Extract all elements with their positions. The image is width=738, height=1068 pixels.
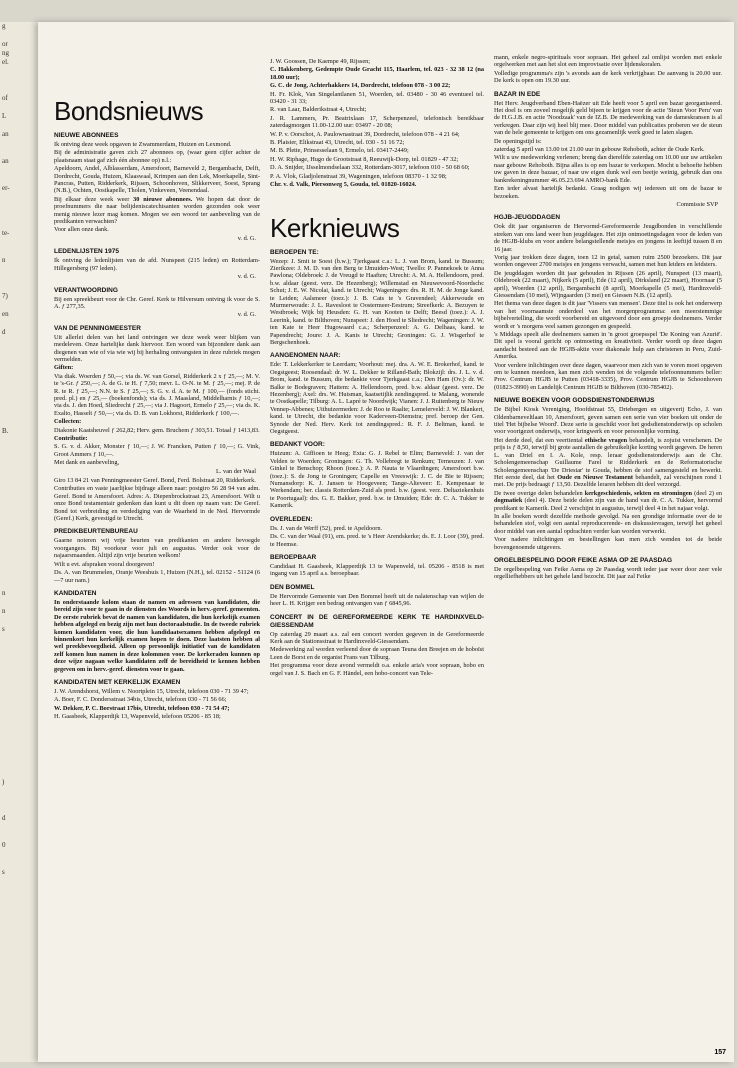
previous-page-edge [0, 22, 38, 1062]
edge-fragment: s [2, 625, 5, 633]
edge-fragment [2, 391, 38, 400]
edge-fragment [2, 598, 38, 607]
paragraph: Giro 13 84 21 van Penningmeester Geref. Bond, Ferd. Bolstraat 20, Ridderkerk. [54, 477, 256, 485]
list-item: A. Boer, F. C. Dondersstraat 34bis, Utrecht, telefoon 030 - 71 56 66; [54, 696, 227, 704]
paragraph: Gaarne noteren wij vrije beurten van predikanten en andere bevoegde voorgangers. Bij voorkeur voor juli en augustus. Verder ook voor de najaarsmaanden. Altijd zijn vrije beurten welkom! [54, 537, 260, 560]
paragraph: Voor verdere inlichtingen over deze dagen, waarvoor men zich van te voren moet opgeven om te kunnen meedoen, kan men zich wenden tot de volgende telefoonnummers beller: Prov. Centrum HGJB te Putten (03418-3335), Prov. Centrum HGJB te Schoonhoven (01823-3990) en Landelijk Centrum HGJB te Bilthoven (030-785402). [494, 361, 722, 391]
edge-fragment [2, 103, 38, 112]
paragraph: Voor allen onze dank. [54, 226, 109, 234]
list-item: P. A. Vlok, Gladjolenstraat 39, Wageningen, telefoon 08370 - 1 32 98; [270, 172, 447, 180]
list-item: H. Gaasbeek, Klapperdijk 13, Wapenveld, telefoon 05206 - 85 18; [54, 713, 221, 721]
heading-ledenlijsten: LEDENLIJSTEN 1975 [54, 248, 120, 256]
paragraph: De openingstijd is: [494, 137, 542, 145]
text-run: We hopen dat door de proefnummers die naar belijdeniscatechisanten worden gezonden ook weer menig nieuwe lezer mag komen. Mogen we een woord ter aanbeveling van de predikanten verwachten? [54, 195, 260, 226]
heading-nieuwe-boeken: NIEUWE BOEKEN VOOR GODSDIENSTONDERWIJS [494, 397, 655, 405]
paragraph [54, 196, 260, 226]
heading-aangenomen: AANGENOMEN NAAR: [270, 352, 341, 360]
text-run-bold: dogmatiek [494, 497, 523, 505]
edge-fragment [2, 202, 38, 211]
text-run-bold: Oude en Nieuwe Testament [557, 473, 633, 481]
paragraph [494, 437, 722, 489]
paragraph: Wilt u evt. afspraken vooral doorgeven! [54, 560, 155, 568]
paragraph: Via diak. Woerden ƒ 50,—; via ds. W. van Gorsel, Ridderkerk 2 x ƒ 25,—; M. V. te 's-Gr. ƒ 250,—; A. de G. te H. ƒ 7,50; mevr. L. O-N. te M. ƒ 25,—; mej. P. de R. te R. ƒ 25,—; N.N. te S. ƒ 25,—; S. G. v. d. A. te M. ƒ 100,— (fonds sticht. pred. pl.) en ƒ 25,— (boekenfonds); via ds. J. Maasland, Middelharnis ƒ 10,—; via ds. J. den Hoed, Sliedrecht ƒ 25,—; via J. Hagoort, Ermelo ƒ 25,—; via ds. K. Exalto, Hasselt ƒ 50,—; via ds. D. B. van Lokhorst, Ridderkerk ƒ 100,—. [54, 372, 260, 417]
edge-fragment: s [2, 868, 5, 876]
text-run: Bij elkaar deze week weer [54, 195, 134, 203]
heading-predikbeurtenbureau: PREDIKBEURTENBUREAU [54, 528, 138, 536]
heading-bedankt: BEDANKT VOOR: [270, 441, 325, 449]
edge-fragment [2, 796, 38, 805]
paragraph: Ds. C. van der Waal (91), em. pred. te 's Heer Arendskerke; ds. E. J. Loor (39), pred. te Heemse. [270, 533, 484, 548]
edge-fragment [2, 265, 38, 274]
paragraph: De Hervormde Gemeente van Den Bommel heeft uit de nalatenschap van wijlen de heer L. H. Krijger een bedrag ontvangen van ƒ 6845,96. [270, 592, 484, 608]
paragraph: In alle boeken wordt dezelfde methode gevolgd. Na een grondige informatie over de te behandelen stof, volgt een aantal reproducerende- en diskussievragen, terwijl het geheel door middel van een aantal opdrachten verder kan worden verwerkt. [494, 512, 722, 535]
edge-fragment: el. [2, 58, 9, 66]
list-item: R. van Laar, Balderikstraat 4, Utrecht; [270, 106, 367, 114]
page-number: 157 [714, 1049, 726, 1056]
edge-fragment [2, 571, 38, 580]
paragraph: In onderstaande kolom staan de namen en adressen van kandidaten, die bereid zijn voor te gaan in de diensten des Woords in herv.-geref. gemeenten. De eerste rubriek bevat de namen van kandidaten, die hun kerkelijk examen hebben afgelegd en bezig zijn met hun doctoraalstudie. In de tweede rubriek komen kandidaten voor, die hun kandidaatsexamen hebben afgelegd en binnenkort hun kerkelijk examen hopen te doen. Deze laatsten hebben al wel preekbevoegdheid. Alleen op persoonlijk initiatief van de kandidaten zelf komen hun namen in deze kolommen voor. De kerkeraden kunnen op deze wijze nagaan welke kandidaten zelf de bereidheid te kennen hebben gegeven om in herv.-geref. diensten voor te gaan. [54, 598, 260, 673]
paragraph: Ds. A. van Brummelen, Oranje Weeshuis 1, Huizen (N.H.), tel. 02152 - 51124 (6—7 uur nam.) [54, 569, 260, 584]
paragraph: Bij een spreekbeurt voor de Chr. Geref. Kerk te Hilversum ontving ik voor de S. A. ƒ 277,35. [54, 295, 260, 310]
edge-fragment [2, 139, 38, 148]
edge-fragment [2, 535, 38, 544]
edge-fragment [2, 715, 38, 724]
edge-fragment [2, 463, 38, 472]
heading-nieuwe-abonnees: NIEUWE ABONNEES [54, 132, 119, 139]
paragraph: De Bijbel Kiosk Vereniging, Hoofdstraat 55, Driebergen en uitgeverij Echo, J. van Oldenbarneveltlaan 10, Amersfoort, geven samen een serie van vier boeken uit onder de titel 'Het bijbelse Woord'. Deze serie is geschikt voor het godsdienstonderwijs op scholen voor voortgezet onderwijs, voor kringwerk en voor persoonlijke vorming. [494, 406, 722, 436]
paragraph: Het Herv. Jeugdverband Eben-Haëzer uit Ede heeft voor 5 april een bazar georganiseerd. Het doel is om zoveel mogelijk geld bijeen te krijgen voor de actie 'Steun Voor Peru' van de H.G.J.B. en actie 'Noodzaak' van de IZ.B. De medewerking van de dameskransen is al verkregen. Daar zijn wij heel blij mee. Door middel van publicaties proberen we de steun van de hele gemeente te krijgen om ons gezamenlijk werk goed te laten slagen. [494, 99, 722, 137]
edge-fragment [2, 319, 38, 328]
section-title-kerknieuws: Kerknieuws [270, 212, 400, 243]
signature: L. van der Waal [216, 467, 256, 475]
edge-fragment [2, 859, 38, 868]
heading-bazar: BAZAR IN EDE [494, 90, 541, 98]
edge-fragment: en [2, 310, 9, 318]
paragraph: Ik ontving deze week opgaven te Zwammerdam, Huizen en Lexmond. [54, 141, 232, 148]
edge-fragment: B. [2, 427, 9, 435]
text-run-bold: ethische vragen [584, 436, 628, 444]
edge-fragment [2, 724, 38, 733]
list-item: G. C. de Jong, Achterhakkers 14, Dordrecht, telefoon 078 - 3 00 22; [270, 82, 451, 90]
edge-fragment [2, 274, 38, 283]
edge-fragment: L [2, 112, 7, 120]
paragraph: Huizum: A. Giffioen te Heeg; Exta: G. J. Rebel te Elim; Barneveld: J. van der Velden te Woerden; Groningen: G. Th. Vollebregt te Renkum; Terneuzen: J. van Ginkel te Benschop; Rhoon (toez.): A. P. Nauta te Vlaardingen; Amersfoort b.w. (toez.): S. de Jong te Groningen; Capelle en Vreeswijk: J. C. de Bie te Rijssen; Numansdorp: K. J. Jansen te Hoogeveen; Tange-Alteveer: E. Kempenaar te Werkendam; ber. classis Rotterdam-Zuid als pred. b.w. (geest. verz. Deltaziekenhuis te Poortugaal): drs. G. E. Bakker, pred. b.w. te IJmuiden; Ede: dr. C. A. Tukker te Kamerik. [270, 450, 484, 510]
paragraph: zaterdag 5 april van 13.00 tot 21.00 uur in gebouw Rehoboth, achter de Oude Kerk. [494, 146, 705, 154]
edge-fragment [2, 751, 38, 760]
edge-fragment: 0 [2, 841, 6, 849]
edge-fragment [2, 283, 38, 292]
column-left [54, 66, 260, 722]
list-item: W. P. v. Oorschot, A. Paulownastraat 39, Dordrecht, telefoon 078 - 4 21 64; [270, 130, 460, 138]
edge-fragment: an [2, 157, 9, 165]
paragraph: Medewerking zal worden verleend door de sopraan Teuna den Breejen en de hoboïst Leen de Borst en de organist Frans van Tilburg. [270, 646, 484, 661]
section-title-bondsnieuws: Bondsnieuws [54, 96, 204, 126]
heading-den-bommel: DEN BOMMEL [270, 583, 315, 591]
edge-fragment: ) [2, 778, 5, 786]
edge-fragment [2, 373, 38, 382]
subheading: Collecten: [54, 418, 82, 426]
edge-fragment [2, 769, 38, 778]
list-item: H. W. Riphage, Hugo de Grootstraat 8, Reeuwijk-Dorp, tel. 01829 - 47 32; [270, 155, 459, 163]
list-item: D. A. Snijder, IJsselmondselaan 332, Rotterdam-3017, telefoon 010 - 50 68 60; [270, 164, 470, 172]
edge-fragment [2, 544, 38, 553]
signature: v. d. G. [237, 234, 256, 242]
text-run-bold: 30 nieuwe abonnees. [133, 195, 193, 203]
magazine-page [38, 22, 734, 1062]
edge-fragment [2, 832, 38, 841]
edge-fragment: d [2, 328, 6, 336]
edge-fragment [2, 409, 38, 418]
paragraph: Apeldoorn, Andel, Alblasserdam, Amersfoort, Barneveld 2, Bergambacht, Delft, Dordrecht, Gouda, Huizen, Klaaswaal, Krimpen aan den Lek, Moerkapelle, Sint-Pancras, Putten, Ridderkerk, Rijssen, Schoonhoven, Slikkerveer, Soest, Sprang (N.B.), Ochten, Oostkapelle, Tholen, Vinkeveen, Veenendaal. [54, 165, 260, 195]
paragraph: Ook dit jaar organiseren de Hervormd-Gereformeerde Jeugdbonden in verschillende streken van ons land weer hun jeugddagen. Het zijn ontmoetingsdagen voor de leden van de HGJB-klubs en voor andere belangstellende meisjes en jongens in leeftijd tussen 8 en 16 jaar. [494, 223, 722, 253]
subheading: Contributie: [54, 435, 88, 442]
paragraph: 's Middags speelt alle deelnemers samen in 'n groot groepsspel 'De Koning van Azurië'. Dit spel is vooral gericht op ontmoeting en kreativiteit. Verder wordt op deze dagen aandacht besteed aan de HGJB-aktie voor diakonale hulp aan christenen in Peru, Zuid-Amerika. [494, 331, 722, 361]
list-item: W. Dekker, P. C. Borstraat 17bis, Utrecht, telefoon 030 - 71 54 47; [54, 704, 230, 712]
edge-fragment: n [2, 607, 6, 615]
edge-fragment [2, 247, 38, 256]
edge-fragment [2, 148, 38, 157]
heading-verantwoording: VERANTWOORDING [54, 286, 118, 294]
paragraph: Ede: T. Lekkerkerker te Leerdam; Voorhout: mej. dra. A. W. E. Brokerhof, kand. te Oegstgeest; Roosendaal: dr. W. L. Dekker te Rilland-Bath; Blokzijl: drs. J. L. v. d. Brom, kand. te Bussum, die bedankte voor Tjerkgaast c.a.; Den Ham (Ov.): dr. W. Balke te Bodegraven; Hattem: A. Hellendoorn, pred. b.w. aldaar (geest. verz. De Hezenberg); Axel: drs. W. Huisman, kaatsetijlik zendingspred. te Malang, wonende te Oostkapelle; Tilburg: A. L. Lapré te Noordwijk; Vianen: J. J. Ruitenberg te Nieuw Vennep-Abbenes; Uithuizermeden: J. de Roo te Raalte; Lemelerveld: J. W. Blankert, kand. te Utrecht, die bedankte voor Kaderveen-Diemstra; pref. beroep der Gen. Synode der Ned. Herv. Kerk tot zendingspred.: R. F. J. Beltman, kand. te Oegstgeest. [270, 361, 484, 436]
heading-concert: CONCERT IN DE GEREFORMEERDE KERK TE HARDINXVELD-GIESSENDAM [270, 613, 484, 629]
edge-fragment [2, 499, 38, 508]
edge-fragment [2, 382, 38, 391]
paragraph: De orgelbespeling van Feike Asma op 2e Paasdag wordt ieder jaar weer door zeer vele orgelliefhebbers uit het gehele land bezocht. Dit jaar zal Feike [494, 565, 722, 581]
signature: v. d. G. [237, 273, 256, 281]
paragraph: Volledige programma's zijn 's avonds aan de kerk verkrijgbaar. De aanvang is 20.00 uur. De kerk is open om 19.30 uur. [494, 69, 722, 85]
heading-beroepen: BEROEPEN TE: [270, 248, 319, 256]
edge-fragment [2, 418, 38, 427]
edge-fragment: ng [2, 49, 9, 57]
column-right [494, 54, 722, 582]
edge-fragment [2, 220, 38, 229]
heading-hgjb: HGJB-JEUGDDAGEN [494, 214, 561, 222]
edge-fragment: 7) [2, 292, 8, 300]
edge-fragment [2, 175, 38, 184]
edge-fragment [2, 850, 38, 859]
edge-fragment [2, 364, 38, 373]
edge-fragment [2, 76, 38, 85]
text-run: behandelt, is zojuist verschenen. De prijs is ƒ 8,50, terwijl bij grote aantallen de gebruikelijke korting wordt gegeven. De heren L. van Driel en I. A. Kole, resp. leraar godsdienstonderwijs aan de Chr. Scholengemeenschap Guillaume Farel te Ridderkerk en de Reformatorische Scholengemeenschap 'De Driestar' te Gouda, hebben de stof samengesteld en bewerkt. Het eerste deel, dat het [494, 436, 722, 481]
edge-fragment: n [2, 256, 6, 264]
paragraph: Contributies en vaste jaarlijkse bijdrage alleen naar: postgiro 56 28 94 van adm. Geref. Bond te Amersfoort. Adres: A. Diepenbrockstraat 23, Amersfoort. Wilt u onze Bond testamentair gedenken dan kunt u dit doen op naam van: De Geref. Bond tot verbreiding en verdediging van de Waarheid in de Ned. Hervormde (Geref.) Kerk, gevestigd te Utrecht. [54, 485, 260, 523]
edge-fragment [2, 742, 38, 751]
paragraph: Wezep: J. Smit te Soest (b.w.); Tjerkgaast c.a.: L. J. van Brom, kand. te Bussum; Zierikzee: J. M. D. van den Berg te IJmuiden-West; Twello: P. Pannekoek te Anna Pawlona; Oldebroek: J. de Vreugd te Haaften; Utrecht: A. M. A. Hellendoorn, pred. b.w. aldaar (geest. verz. De Hezenberg); Willemstad en Nieuwevoord-Noordschc Schut; J. E. W. Nicolai, kand. te Utrecht; Wageningen: drs. R. H. M. de Jonge kand. te Leiden; Aalsmeer (toez.): J. B. Cats te 's Gravendeel; Akkerwoude en Murmerwoude: J. L. Ravesloot te Oostermeer-Eestrum; Streefkerk: A. Bezuyen te Westbroek; Wijk bij Heusden: G. H. van Kooten te Delft; Beesd (toez.): A. J. Leerink, kand. te Bilthoven; Nunspeet: J. den Hoed te Sliedrecht; Wageningen: J. W. ten Kate te Heer Hugowaard c.a.; Scherpenzeel: A. G. Delhaas, kand. te Papendrecht; Joure: J. A. Kanis te Utrecht; Groningen: G. J. Wisgerhof te Bergschenhoek. [270, 257, 484, 346]
paragraph: Wilt u uw medewerking verlenen; breng dan dierelfde zaterdag om 10.00 uur uw artikelen naar gebouw Rehoboth. Bijna alles is op een bazar te verkopen. Mocht u behoefte hebben uw gaven in deze bazaar, of naar uw eigen dunk wel een beetje weinig, gebruik dan ons bankrekeningnummer 46.05.23.694 AMRO-bank Ede. [494, 154, 722, 184]
edge-fragment [2, 787, 38, 796]
text-run: (deel 4). Deze beide delen zijn van de hand van dr. C. A. Tukker, hervormd predikant te Kamerik. Deel 2 verschijnt in augustus, terwijl deel 4 in het najaar volgt. [494, 497, 722, 512]
edge-fragment [2, 616, 38, 625]
edge-fragment [2, 337, 38, 346]
edge-fragment [2, 67, 38, 76]
signature: Commissie SVP [676, 200, 718, 208]
edge-fragment: g [2, 22, 6, 30]
edge-fragment [2, 562, 38, 571]
edge-fragment [2, 733, 38, 742]
paragraph: Voor nadere inlichtingen en bestellingen kan men zich wenden tot de beide bovengenoemde uitgevers. [494, 536, 722, 551]
paragraph: mann, enkele negro-spirituals voor sopraan. Het geheel zal omlijst worden met enkele orgelwerken met aan het slot een improvisatie over lijdenskoralen. [494, 54, 722, 69]
paragraph: Op zaterdag 29 maart a.s. zal een concert worden gegeven in de Gereformeerde Kerk aan de Stationsstraat te Hardinxveld-Giessendam. [270, 630, 484, 645]
subheading: Giften: [54, 364, 74, 372]
heading-beroepbaar: BEROEPBAAR [270, 553, 317, 561]
edge-fragment [2, 652, 38, 661]
edge-fragment [2, 670, 38, 679]
paragraph: Bij de administratie gaven zich 27 abonnees op, (waar geen cijfer achter de plaatsnaam staat gaf zich één abonnee op) n.l.: [54, 149, 260, 164]
edge-fragment [2, 508, 38, 517]
edge-fragment [2, 166, 38, 175]
edge-fragment [2, 211, 38, 220]
edge-fragment [2, 877, 38, 886]
paragraph: Een ieder alvast hartelijk bedankt. Graag nodigen wij iedereen uit om de bazar te bezoeken. [494, 185, 722, 200]
list-item: B. Plaisier, Elikstraat 43, Utrecht, tel. 030 - 51 16 72; [270, 139, 405, 147]
paragraph: Ik ontving de ledenlijsten van de afd. Nunspeet (215 leden) en Rotterdam-Hillegersberg (97 leden). [54, 257, 260, 272]
edge-fragment [2, 490, 38, 499]
paragraph: Ds. J. van de Werff (52), pred. te Apeldoorn. [270, 524, 383, 532]
edge-fragment [2, 436, 38, 445]
edge-fragment [2, 895, 38, 904]
edge-fragment [2, 400, 38, 409]
edge-fragment: of [2, 94, 8, 102]
heading-orgelbespeling: ORGELBESPELING DOOR FEIKE ASMA OP 2E PAASDAG [494, 556, 673, 564]
text-run: (deel 2) en [692, 489, 723, 497]
text-run: behandelt, zal verschijnen rond 1 mei. De prijs bedraagt ƒ 13,50. Dezelfde leraren hebben dit deel verzorgd. [494, 473, 723, 489]
edge-fragment [2, 886, 38, 895]
paragraph: Candidaat H. Gaasbeek, Klapperdijk 13 te Wapenveld, tel. 05206 - 8518 is met ingang van 15 april a.s. beroepbaar. [270, 562, 484, 578]
edge-fragment: te- [2, 229, 10, 237]
paragraph: Het programma voor deze avond vermeldt o.a. enkele aria's voor sopraan, hobo en orgel van J. S. Bach en G. F. Händel, een hobo-concert van Tele- [270, 662, 484, 677]
heading-penningmeester: VAN DE PENNINGMEESTER [54, 324, 141, 332]
edge-fragment [2, 346, 38, 355]
edge-fragment [2, 31, 38, 40]
heading-kandidaten-examen: KANDIDATEN MET KERKELIJK EXAMEN [54, 678, 181, 686]
edge-fragment: an [2, 130, 9, 138]
paragraph: Het thema van deze dagen is dit jaar 'Vissers van mensen'. Deze titel is ook het onderwerp van het voornaamste onderdeel van het morgenprogramma: een meerstemmige bijbelvertelling, die wordt voorbereid en uitgevoerd door een groepje deelnemers. Verder wordt er 's morgens veel samen gezongen en gespeeld. [494, 300, 722, 330]
paragraph: S. G. v. d. Akker, Monster ƒ 10,—; J. W. Francken, Putten ƒ 10,—; G. Vink, Groot Ammers ƒ 10,—. [54, 443, 260, 458]
edge-fragment [2, 706, 38, 715]
edge-fragment [2, 445, 38, 454]
edge-fragment [2, 85, 38, 94]
list-item: J. W. Arendshorst, Willem v. Noortplein 15, Utrecht, telefoon 030 - 71 39 47; [54, 687, 249, 695]
list-item: C. Hakkenberg, Gedempte Oude Gracht 115, Haarlem, tel. 023 - 32 38 12 (na 18.00 uur); [270, 66, 484, 81]
edge-fragment [2, 823, 38, 832]
paragraph: De jeugddagen worden dit jaar gehouden in Rijssen (26 april), Nunspeet (13 maart), Oldebroek (22 maart), Nijkerk (5 april), Ede (12 april), Dirksland (22 maart), Hoornaar (5 april), Woerden (12 april), Bergambacht (8 april), Moerkapelle (5 mei), Hardinxveld-Giessendam (10 mei), Wijngaarden (3 mei) en Giessen N.B. (12 april). [494, 269, 722, 299]
edge-fragment [2, 472, 38, 481]
edge-fragment: or [2, 40, 8, 48]
paragraph [494, 490, 722, 512]
heading-overleden: OVERLEDEN: [270, 515, 313, 523]
edge-fragment [2, 679, 38, 688]
edge-fragment [2, 643, 38, 652]
edge-fragment [2, 688, 38, 697]
edge-fragment [2, 454, 38, 463]
text-run-bold: kerkgeschiedenis, sekten en stromingen [584, 489, 693, 497]
edge-fragment [2, 580, 38, 589]
list-item: J. W. Goossen, De Kaempe 49, Rijssen; [270, 58, 371, 65]
edge-fragment [2, 760, 38, 769]
text-run: De twee overige delen behandelen [494, 489, 585, 497]
edge-fragment: n [2, 589, 6, 597]
paragraph: Vorig jaar trokken deze dagen, toen 12 in getal, samen ruim 2500 bezoekers. Dit jaar worden ongeveer 2700 meisjes en jongens verwacht, samen met hun leiders en leidsters. [494, 253, 722, 269]
edge-fragment [2, 121, 38, 130]
edge-fragment [2, 526, 38, 535]
edge-fragment [2, 553, 38, 562]
list-item: H. Fr. Klok, Van Singelantlanen 51, Woerden, tel. 03480 - 30 46 eventueel tel. 03420 - 31 33; [270, 90, 484, 106]
paragraph: Diakonie Kaatsheuvel ƒ 262,82; Herv. gem. Bruchem ƒ 303,51. Totaal ƒ 1413,83. [54, 426, 260, 434]
paragraph: Met dank en aanbeveling, [54, 459, 120, 467]
edge-fragment [2, 805, 38, 814]
signature: v. d. G. [237, 311, 256, 319]
heading-kandidaten: KANDIDATEN [54, 589, 97, 597]
list-item: J. R. Lammers, Pr. Beatrixlaan 17, Scherpenzeel, telefonisch bereikbaar zaterdagmorgen 11.00-12.00 uur: 03497 - 20 08; [270, 114, 484, 130]
list-item: M. B. Plette, Prinsesselaan 9, Ermelo, tel. 03417-2449; [270, 147, 409, 155]
edge-fragment [2, 193, 38, 202]
list-item: Chr. v. d. Valk, Piersonweg 5, Gouda, tel. 01820-16024. [270, 181, 417, 189]
paragraph: Uit allerlei delen van het land ontvingen we deze week weer blijken van medeleven. Onze hartelijke dank hiervoor. Een woord van bijzondere dank aan diegenen van wie of via wie wij bij herhaling ontvangsten in deze rubriek mogen vermelden. [54, 333, 260, 363]
edge-fragment [2, 355, 38, 364]
edge-fragment [2, 661, 38, 670]
edge-fragment: d [2, 814, 6, 822]
text-run: Het derde deel, dat een veertiental [494, 436, 585, 444]
edge-fragment [2, 301, 38, 310]
column-middle [270, 58, 484, 678]
edge-fragment: er- [2, 184, 10, 192]
edge-fragment [2, 697, 38, 706]
edge-fragment [2, 517, 38, 526]
edge-fragment [2, 238, 38, 247]
edge-fragment [2, 634, 38, 643]
edge-fragment [2, 481, 38, 490]
